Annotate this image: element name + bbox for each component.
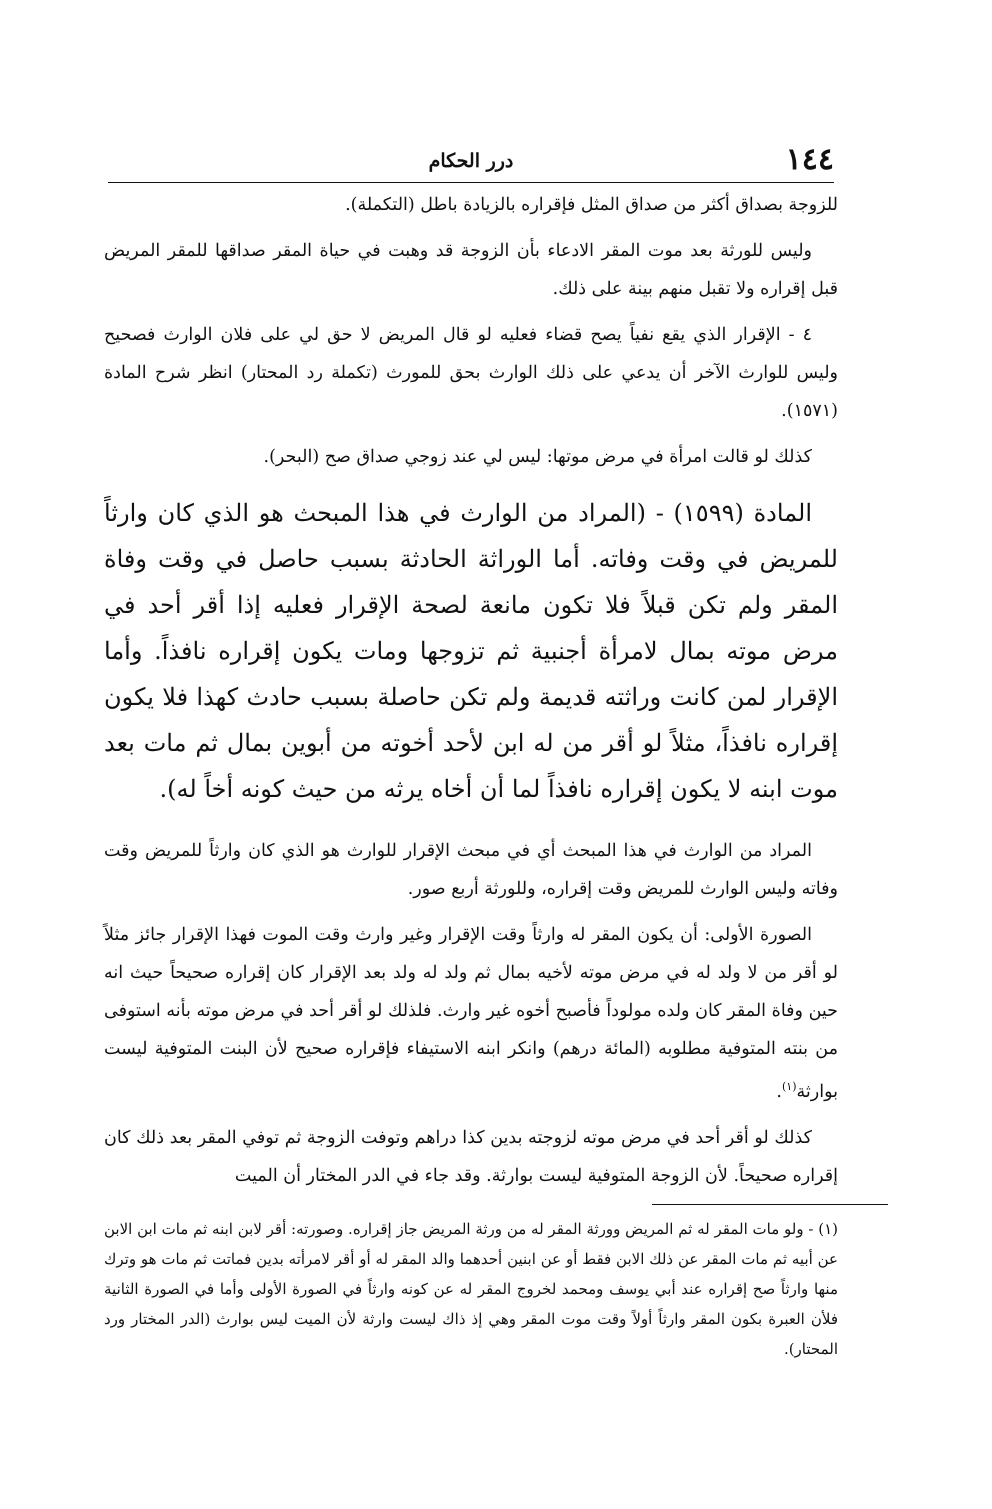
article-1599: المادة (١٥٩٩) - (المراد من الوارث في هذا المبحث هو الذي كان وارثاً للمريض في وقت وفاته. أما الوراثة الحادثة بسبب حاصل في وقت وفاة المقر ولم تكن قبلاً فلا تكون مانعة لصحة الإقرار فعليه إذا أقر أحد في مرض موته بمال لامرأة أجنبية ثم تزوجها ومات يكون إقراره نافذاً. وأما الإقرار لمن كانت وراثته قديمة ولم تكن حاصلة بسبب حادث كهذا فلا يكون إقراره نافذاً، مثلاً لو أقر من له ابن لأحد أخوته من أبوين بمال ثم مات بعد موت ابنه لا يكون إقراره نافذاً لما أن أخاه يرثه من حيث كونه أخاً له). [104, 499, 838, 803]
page-number: ١٤٤ [785, 142, 834, 177]
page-body [104, 186, 838, 1195]
running-title: درر الحكام [428, 150, 514, 172]
paragraph-7: الصورة الأولى: أن يكون المقر له وارثاً وقت الإقرار وغير وارث وقت الموت فهذا الإقرار جائز مثلاً لو أقر من لا ولد له في مرض موته لأخيه بمال ثم ولد له ولد بعد الإقرار كان إقراره صحيحاً حيث انه حين وفاة المقر كان ولده مولوداً فأصبح أخوه غير وارث. فلذلك لو أقر أحد في مرض موته بأنه استوفى من بنته المتوفية مطلوبه (المائة درهم) وانكر ابنه الاستيفاء فإقراره صحيح لأن البنت المتوفية ليست بوارثة$^{(١)}$. [104, 925, 838, 1102]
paragraph-1: للزوجة بصداق أكثر من صداق المثل فإقراره بالزيادة باطل (التكملة). [345, 195, 838, 215]
paragraph-8: كذلك لو أقر أحد في مرض موته لزوجته بدين كذا دراهم وتوفت الزوجة ثم توفي المقر بعد ذلك كان إقراره صحيحاً. لأن الزوجة المتوفية ليست بوارثة. وقد جاء في الدر المختار أن الميت [104, 1127, 838, 1186]
footnote-reference[interactable]: (١) [782, 1080, 797, 1093]
paragraph-3: ٤ - الإقرار الذي يقع نفياً يصح قضاء فعليه لو قال المريض لا حق لي على فلان الوارث فصحيح وليس للوارث الآخر أن يدعي على ذلك الوارث بحق للمورث (تكملة رد المحتار) انظر شرح المادة (١٥٧١). [104, 325, 838, 421]
paragraph-2: وليس للورثة بعد موت المقر الادعاء بأن الزوجة قد وهبت في حياة المقر صداقها للمقر المريض قبل إقراره ولا تقبل منهم بينة على ذلك. [104, 241, 838, 299]
paragraph-6: المراد من الوارث في هذا المبحث أي في مبحث الإقرار للوارث هو الذي كان وارثاً للمريض وقت وفاته وليس الوارث للمريض وقت إقراره، وللورثة أربع صور. [104, 841, 838, 899]
page-header [108, 140, 834, 183]
paragraph-4: كذلك لو قالت امرأة في مرض موتها: ليس لي عند زوجي صداق صح (البحر). [263, 447, 812, 467]
paragraph-7-text: الصورة الأولى: أن يكون المقر له وارثاً وقت الإقرار وغير وارث وقت الموت فهذا الإقرار جائز مثلاً لو أقر من لا ولد له في مرض موته لأخيه بمال ثم ولد له ولد بعد الإقرار كان إقراره صحيحاً حيث انه حين وفاة المقر كان ولده مولوداً فأصبح أخوه غير وارث. فلذلك لو أقر أحد في مرض موته بأنه استوفى من بنته المتوفية مطلوبه (المائة درهم) وانكر ابنه الاستيفاء فإقراره صحيح لأن البنت المتوفية ليست بوارثة [104, 925, 838, 1102]
footnote: (١) - ولو مات المقر له ثم المريض وورثة المقر له من ورثة المريض جاز إقراره. وصورته: أقر لابن ابنه ثم مات ابن الابن عن أبيه ثم مات المقر عن ذلك الابن فقط أو عن ابنين أحدهما والد المقر له أو أقر لامرأته بدين فماتت ثم مات هو وترك منها وارثاً صح إقراره عند أبي يوسف ومحمد لخروج المقر له عن كونه وارثاً في الصورة الأولى وأما في الصورة الثانية فلأن العبرة بكون المقر وارثاً أولاً وقت موت المقر وهي إذ ذاك ليست وارثة لأن الميت ليس بوارث (الدر المختار ورد المحتار). [104, 1220, 839, 1358]
footnote-separator [652, 1204, 888, 1205]
